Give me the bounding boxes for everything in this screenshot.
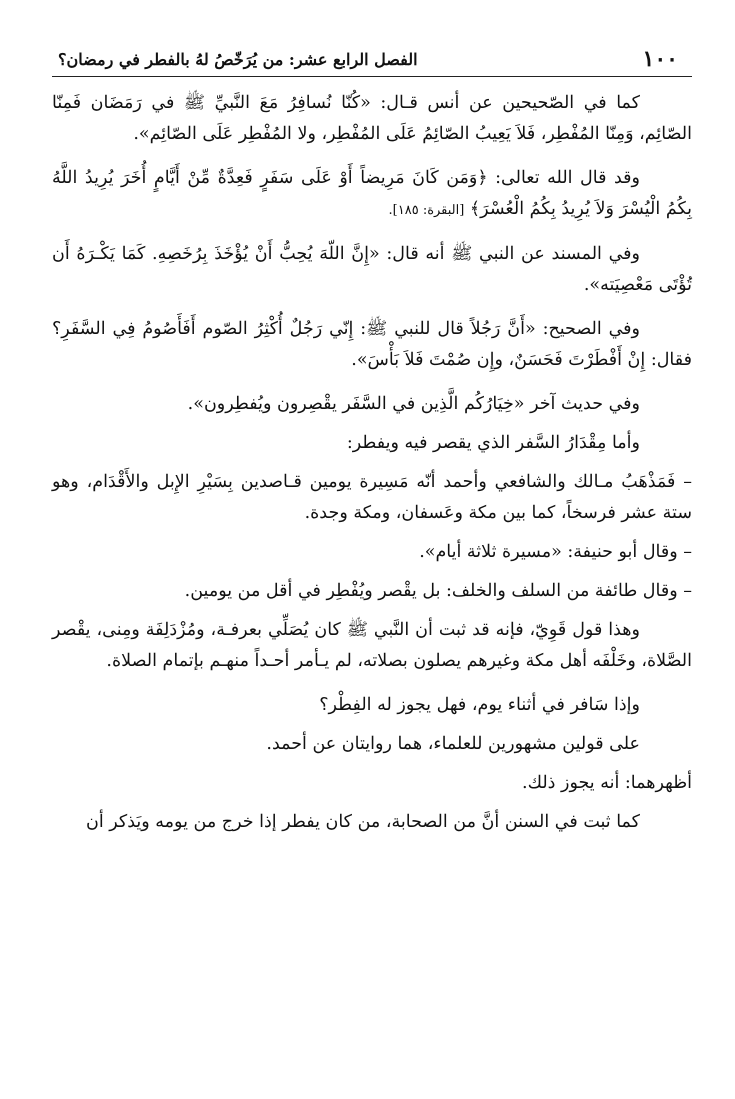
paragraph-text: وأما مِقْدَارُ السَّفر الذي يقصر فيه ويفطر: (346, 433, 640, 453)
paragraph (52, 389, 692, 420)
paragraph-text: – فَمَذْهَبُ مـالك والشافعي وأحمد أنّه مَسِيرة يومين قـاصدين بِسَيْرِ الإِبل والأَقْدَام، وهو ستة عشر فرسخاً، كما بين مكة وعَسفان، ومكة وجدة. (52, 472, 692, 523)
header-rule (52, 76, 692, 77)
paragraph-text: وفي حديث آخر «خِيَارُكُم الَّذِين في السَّفَر يقْصِرون ويُفطِرون». (187, 394, 640, 414)
paragraph-text: وقد قال الله تعالى: ﴿وَمَن كَانَ مَرِيضاً أَوْ عَلَى سَفَرٍ فَعِدَّةٌ مِّنْ أَيَّامٍ أُخَرَ يُرِيدُ اللَّهُ بِكُمُ الْيُسْرَ وَلاَ يُرِيدُ بِكُمُ الْعُسْرَ﴾ (52, 168, 692, 219)
paragraph-text: أظهرهما: أنه يجوز ذلك. (522, 773, 692, 793)
paragraph (52, 314, 692, 376)
paragraph-text: كما في الصّحيحين عن أنس قـال: «كُنّا نُسافِرُ مَعَ النَّبيِّ ﷺ في رَمَضَان فَمِنّا الصّائِم، وَمِنّا المُفْطِر، فَلاَ يَعِيبُ الصّائِمُ عَلَى المُفْطِر، ولا المُفْطِر عَلَى الصّائِم». (52, 93, 692, 144)
paragraph-text: وفي الصحيح: «أَنَّ رَجُلاً قال للنبي ﷺ: إِنّي رَجُلٌ أُكْثِرُ الصّوم أَفَأَصُومُ فِي السَّفَرِ؟ فقال: إِنْ أَفْطَرْتَ فَحَسَنٌ، وإِن صُمْتَ فَلاَ بَأْسَ». (52, 319, 692, 370)
paragraph (52, 768, 692, 799)
paragraph (52, 163, 692, 226)
paragraph (52, 576, 692, 607)
paragraph-text: وفي المسند عن النبي ﷺ أنه قال: «إِنَّ اللّهَ يُحِبُّ أَنْ يُؤْخَذَ بِرُخَصِهِ. كَمَا يَكْـرَهُ أَن تُؤْتَى مَعْصِيَته». (52, 244, 692, 295)
running-title: الفصل الرابع عشر: من يُرَخّصُ لهُ بالفطر في رمضان؟ (58, 49, 418, 69)
page-number: ١٠٠ (642, 46, 678, 72)
paragraph (52, 729, 692, 760)
page-header (52, 42, 692, 76)
paragraph-text: على قولين مشهورين للعلماء، هما روايتان عن أحمد. (266, 734, 640, 754)
paragraph-text: – وقال طائفة من السلف والخلف: بل يقْصر ويُفْطِر في أقل من يومين. (184, 581, 692, 601)
paragraph (52, 239, 692, 301)
paragraph (52, 537, 692, 568)
page-body (52, 88, 692, 851)
paragraph-text: كما ثبت في السنن أنَّ من الصحابة، من كان يفطر إذا خرج من يومه ويَذكر أن (85, 812, 640, 832)
paragraph (52, 428, 692, 459)
paragraph (52, 88, 692, 150)
paragraph (52, 807, 692, 838)
paragraph-text: وإذا سَافر في أثناء يوم، فهل يجوز له الفِطْر؟ (319, 695, 640, 715)
paragraph-text: وهذا قول قَوِيّ، فإنه قد ثبت أن النَّبي ﷺ كان يُصَلِّي بعرفـة، ومُزْدَلِفَة ومِنى، يقْصر الصَّلاة، وخَلْفَه أهل مكة وغيرهم يصلون بصلاته، لم يـأمر أحـداً منهـم بإتمام الصلاة. (52, 620, 692, 671)
paragraph-text: – وقال أبو حنيفة: «مسيرة ثلاثة أيام». (419, 542, 692, 562)
paragraph (52, 615, 692, 677)
paragraph (52, 467, 692, 529)
quran-reference: [البقرة: ١٨٥]. (388, 203, 465, 218)
paragraph (52, 690, 692, 721)
